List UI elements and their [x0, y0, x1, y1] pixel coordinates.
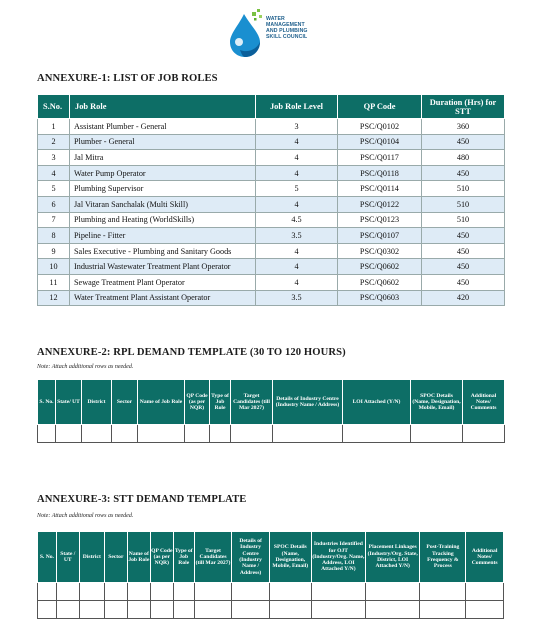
empty-cell[interactable]: [185, 425, 210, 443]
col-header: Details of Industry Centre (Industry Name / Address): [232, 532, 270, 583]
empty-cell[interactable]: [269, 601, 311, 619]
cell-sno: 1: [38, 119, 70, 135]
empty-cell[interactable]: [311, 601, 365, 619]
empty-cell[interactable]: [56, 601, 79, 619]
empty-cell[interactable]: [112, 425, 138, 443]
col-header-duration: Duration (Hrs) for STT: [422, 95, 505, 119]
cell-sno: 2: [38, 134, 70, 150]
cell-sno: 6: [38, 196, 70, 212]
cell-level: 3: [256, 119, 338, 135]
col-header: Target Candidates (till Mar 2027): [194, 532, 232, 583]
empty-cell[interactable]: [173, 583, 194, 601]
cell-sno: 4: [38, 165, 70, 181]
empty-cell[interactable]: [343, 425, 411, 443]
cell-level: 4: [256, 165, 338, 181]
cell-duration: 450: [422, 243, 505, 259]
col-header: State/ UT: [56, 380, 82, 425]
cell-duration: 510: [422, 196, 505, 212]
empty-cell[interactable]: [194, 583, 232, 601]
cell-level: 4: [256, 196, 338, 212]
cell-duration: 450: [422, 228, 505, 244]
cell-qp-code: PSC/Q0107: [338, 228, 422, 244]
empty-cell[interactable]: [127, 583, 150, 601]
empty-cell[interactable]: [38, 425, 56, 443]
logo-line: SKILL COUNCIL: [266, 34, 308, 40]
cell-sno: 10: [38, 259, 70, 275]
empty-cell[interactable]: [366, 583, 420, 601]
empty-cell[interactable]: [38, 601, 57, 619]
table-row: [38, 119, 505, 135]
cell-qp-code: PSC/Q0118: [338, 165, 422, 181]
cell-level: 4: [256, 259, 338, 275]
table-header-row: [38, 95, 505, 119]
empty-row: [38, 425, 505, 443]
table-row: [38, 259, 505, 275]
cell-job-role: Water Pump Operator: [70, 165, 256, 181]
empty-cell[interactable]: [194, 601, 232, 619]
empty-cell[interactable]: [411, 425, 463, 443]
col-header: District: [82, 380, 112, 425]
cell-qp-code: PSC/Q0104: [338, 134, 422, 150]
cell-level: 4.5: [256, 212, 338, 228]
col-header: Type of Job Role: [210, 380, 231, 425]
col-header: Target Candidates (till Mar 2027): [231, 380, 273, 425]
empty-row: [38, 601, 504, 619]
cell-job-role: Plumbing Supervisor: [70, 181, 256, 197]
empty-cell[interactable]: [38, 583, 57, 601]
table-header-row: [38, 532, 504, 583]
col-header-sno: S.No.: [38, 95, 70, 119]
logo-line: AND PLUMBING: [266, 28, 308, 34]
empty-cell[interactable]: [232, 601, 270, 619]
logo-line: MANAGEMENT: [266, 22, 305, 28]
cell-sno: 11: [38, 274, 70, 290]
cell-qp-code: PSC/Q0123: [338, 212, 422, 228]
empty-cell[interactable]: [210, 425, 231, 443]
col-header: Name of Job Role: [127, 532, 150, 583]
rpl-demand-table: [37, 379, 505, 443]
col-header: Sector: [104, 532, 127, 583]
col-header: Sector: [112, 380, 138, 425]
col-header: QP Code (as per NQR): [150, 532, 173, 583]
logo-line: WATER: [266, 16, 285, 22]
cell-job-role: Jal Vitaran Sanchalak (Multi Skill): [70, 196, 256, 212]
table-row: [38, 274, 505, 290]
col-header: Industries Identified for OJT (Industry/Org. Name, Address, LOI Attached Y/N): [311, 532, 365, 583]
empty-cell[interactable]: [79, 601, 104, 619]
empty-cell[interactable]: [82, 425, 112, 443]
col-header: S. No.: [38, 380, 56, 425]
empty-cell[interactable]: [150, 601, 173, 619]
annexure3-title: ANNEXURE-3: STT DEMAND TEMPLATE: [37, 494, 247, 505]
col-header: SPOC Details (Name, Designation, Mobile, Email): [411, 380, 463, 425]
cell-duration: 450: [422, 134, 505, 150]
col-header: Type of Job Role: [173, 532, 194, 583]
empty-cell[interactable]: [56, 583, 79, 601]
col-header: Additional Notes/ Comments: [463, 380, 505, 425]
cell-job-role: Jal Mitra: [70, 150, 256, 166]
col-header: QP Code (as per NQR): [185, 380, 210, 425]
cell-duration: 480: [422, 150, 505, 166]
col-header-qp-code: QP Code: [338, 95, 422, 119]
col-header: LOI Attached (Y/N): [343, 380, 411, 425]
table-row: [38, 181, 505, 197]
empty-cell[interactable]: [127, 601, 150, 619]
empty-cell[interactable]: [466, 601, 504, 619]
cell-sno: 8: [38, 228, 70, 244]
cell-qp-code: PSC/Q0114: [338, 181, 422, 197]
cell-sno: 3: [38, 150, 70, 166]
empty-cell[interactable]: [463, 425, 505, 443]
cell-qp-code: PSC/Q0603: [338, 290, 422, 306]
cell-job-role: Sales Executive - Plumbing and Sanitary Goods: [70, 243, 256, 259]
cell-sno: 7: [38, 212, 70, 228]
table-row: [38, 196, 505, 212]
cell-qp-code: PSC/Q0122: [338, 196, 422, 212]
empty-cell[interactable]: [273, 425, 343, 443]
cell-level: 4: [256, 274, 338, 290]
cell-duration: 450: [422, 259, 505, 275]
cell-level: 4: [256, 134, 338, 150]
cell-sno: 5: [38, 181, 70, 197]
cell-duration: 510: [422, 212, 505, 228]
cell-qp-code: PSC/Q0602: [338, 259, 422, 275]
empty-cell[interactable]: [173, 601, 194, 619]
empty-cell[interactable]: [232, 583, 270, 601]
empty-cell[interactable]: [466, 583, 504, 601]
annexure1-title: ANNEXURE-1: LIST OF JOB ROLES: [37, 73, 218, 84]
cell-qp-code: PSC/Q0602: [338, 274, 422, 290]
cell-qp-code: PSC/Q0102: [338, 119, 422, 135]
empty-cell[interactable]: [311, 583, 365, 601]
table-row: [38, 212, 505, 228]
table-header-row: [38, 380, 505, 425]
cell-level: 4: [256, 243, 338, 259]
col-header: Additional Notes/ Comments: [466, 532, 504, 583]
job-roles-table: [37, 94, 505, 306]
table-row: [38, 228, 505, 244]
cell-duration: 360: [422, 119, 505, 135]
cell-duration: 450: [422, 165, 505, 181]
table-row: [38, 134, 505, 150]
cell-job-role: Pipeline - Fitter: [70, 228, 256, 244]
cell-duration: 450: [422, 274, 505, 290]
cell-job-role: Plumber - General: [70, 134, 256, 150]
annexure2-title: ANNEXURE-2: RPL DEMAND TEMPLATE (30 TO 120 HOURS): [37, 347, 346, 358]
table-row: [38, 243, 505, 259]
empty-cell[interactable]: [269, 583, 311, 601]
annexure3-note: Note: Attach additional rows as needed.: [37, 513, 134, 519]
stt-demand-table: [37, 531, 504, 619]
col-header-job-role: Job Role: [70, 95, 256, 119]
cell-job-role: Water Treatment Plant Assistant Operator: [70, 290, 256, 306]
col-header: Post-Training Tracking Frequency & Process: [420, 532, 466, 583]
cell-qp-code: PSC/Q0117: [338, 150, 422, 166]
cell-job-role: Sewage Treatment Plant Operator: [70, 274, 256, 290]
cell-level: 5: [256, 181, 338, 197]
cell-job-role: Plumbing and Heating (WorldSkills): [70, 212, 256, 228]
empty-cell[interactable]: [104, 601, 127, 619]
logo-text: [266, 16, 308, 40]
table-row: [38, 150, 505, 166]
annexure2-note: Note: Attach additional rows as needed.: [37, 364, 134, 370]
col-header: Details of Industry Centre (Industry Name / Address): [273, 380, 343, 425]
empty-cell[interactable]: [104, 583, 127, 601]
empty-cell[interactable]: [366, 601, 420, 619]
cell-qp-code: PSC/Q0302: [338, 243, 422, 259]
table-row: [38, 290, 505, 306]
cell-duration: 510: [422, 181, 505, 197]
col-header: SPOC Details (Name, Designation, Mobile, Email): [269, 532, 311, 583]
col-header-level: Job Role Level: [256, 95, 338, 119]
col-header: District: [79, 532, 104, 583]
col-header: Name of Job Role: [138, 380, 185, 425]
empty-cell[interactable]: [56, 425, 82, 443]
cell-sno: 12: [38, 290, 70, 306]
empty-cell[interactable]: [420, 601, 466, 619]
cell-level: 3.5: [256, 290, 338, 306]
cell-sno: 9: [38, 243, 70, 259]
cell-duration: 420: [422, 290, 505, 306]
col-header: State / UT: [56, 532, 79, 583]
cell-job-role: Industrial Wastewater Treatment Plant Operator: [70, 259, 256, 275]
empty-cell[interactable]: [150, 583, 173, 601]
empty-cell[interactable]: [138, 425, 185, 443]
empty-cell[interactable]: [79, 583, 104, 601]
empty-row: [38, 583, 504, 601]
col-header: S. No.: [38, 532, 57, 583]
cell-level: 3.5: [256, 228, 338, 244]
empty-cell[interactable]: [231, 425, 273, 443]
empty-cell[interactable]: [420, 583, 466, 601]
cell-level: 4: [256, 150, 338, 166]
cell-job-role: Assistant Plumber - General: [70, 119, 256, 135]
col-header: Placement Linkages (Industry/Org. State, District, LOI Attached Y/N): [366, 532, 420, 583]
table-row: [38, 165, 505, 181]
